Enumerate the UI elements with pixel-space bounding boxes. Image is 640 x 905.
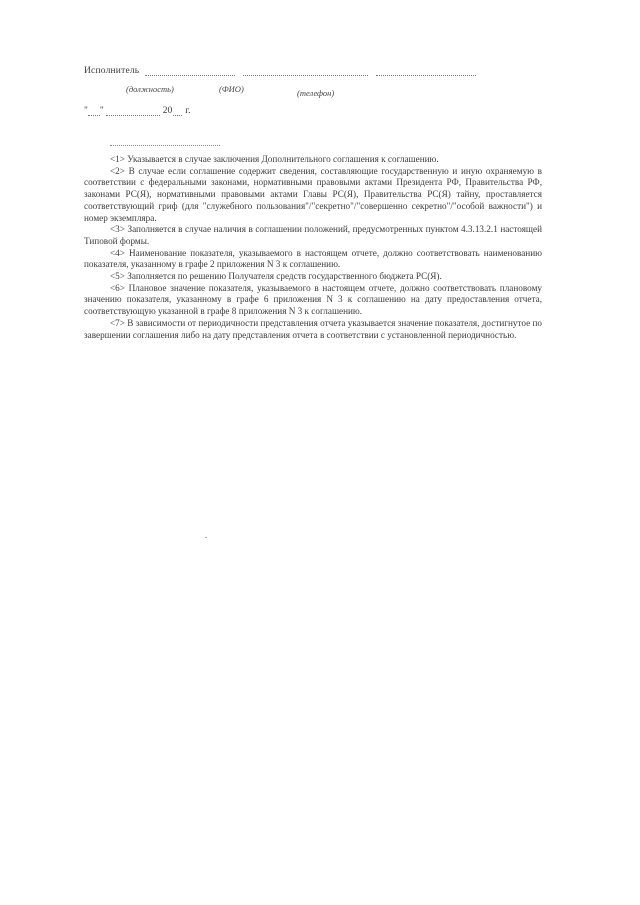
date-open-quote: " bbox=[84, 106, 88, 116]
month-blank bbox=[106, 106, 160, 116]
executor-label: Исполнитель bbox=[84, 66, 140, 76]
phone-blank bbox=[376, 65, 476, 76]
year-blank bbox=[173, 106, 182, 116]
position-blank bbox=[145, 65, 235, 76]
footnote-4: <4> Наименование показателя, указываемого в настоящем отчете, должно соответствовать наименованию показателя, указанному в графе 2 приложения N 3 к соглашению. bbox=[84, 247, 542, 270]
footnote-1: <1> Указывается в случае заключения Дополнительного соглашения к соглашению. bbox=[110, 154, 439, 164]
footnote-3: <3> Заполняется в случае наличия в соглашении положений, предусмотренных пунктом 4.3.13.2.1 настоящей Типовой формы. bbox=[84, 224, 542, 246]
year-prefix: 20 bbox=[162, 106, 173, 116]
fio-caption: (ФИО) bbox=[219, 84, 244, 94]
footnote-6: <6> Плановое значение показателя, указываемого в настоящем отчете, должно соответствовать плановому значению показателя, указанному в графе 6 приложения N 3 к соглашению на дату предоставления отчета, соответствующую указанной в графе 8 приложения N 3 к соглашению. bbox=[84, 282, 542, 317]
executor-row bbox=[84, 60, 484, 76]
fio-blank bbox=[243, 65, 368, 76]
phone-caption: (телефон) bbox=[297, 88, 335, 98]
date-row bbox=[84, 106, 190, 116]
footnote-separator bbox=[110, 145, 220, 146]
position-caption: (должность) bbox=[126, 84, 174, 94]
scan-speck bbox=[205, 537, 207, 538]
year-suffix: г. bbox=[185, 106, 191, 116]
footnotes-block bbox=[84, 154, 542, 341]
footnote-2: <2> В случае если соглашение содержит сведения, составляющие государственную и иную охраняемую в соответствии с федеральными законами, нормативными правовыми актами Президента РФ, Правительства РФ, законами РС(Я), нормативными правовыми актами Главы РС(Я), Правительства РС(Я) тайну, проставляется соответствующий гриф (для "служебного пользования"/"секретно"/"совершенно секретно"/"особой важности") и номер экземпляра. bbox=[84, 165, 542, 223]
date-close-quote: " bbox=[99, 106, 104, 116]
footnote-5: <5> Заполняется по решению Получателя средств государственного бюджета РС(Я). bbox=[110, 271, 442, 282]
footnote-7: <7> В зависимости от периодичности представления отчета указывается значение показателя, достигнутое по завершении соглашения либо на дату представления отчета в соответствии с установленной периодичностью. bbox=[84, 317, 543, 340]
day-blank bbox=[88, 106, 100, 116]
